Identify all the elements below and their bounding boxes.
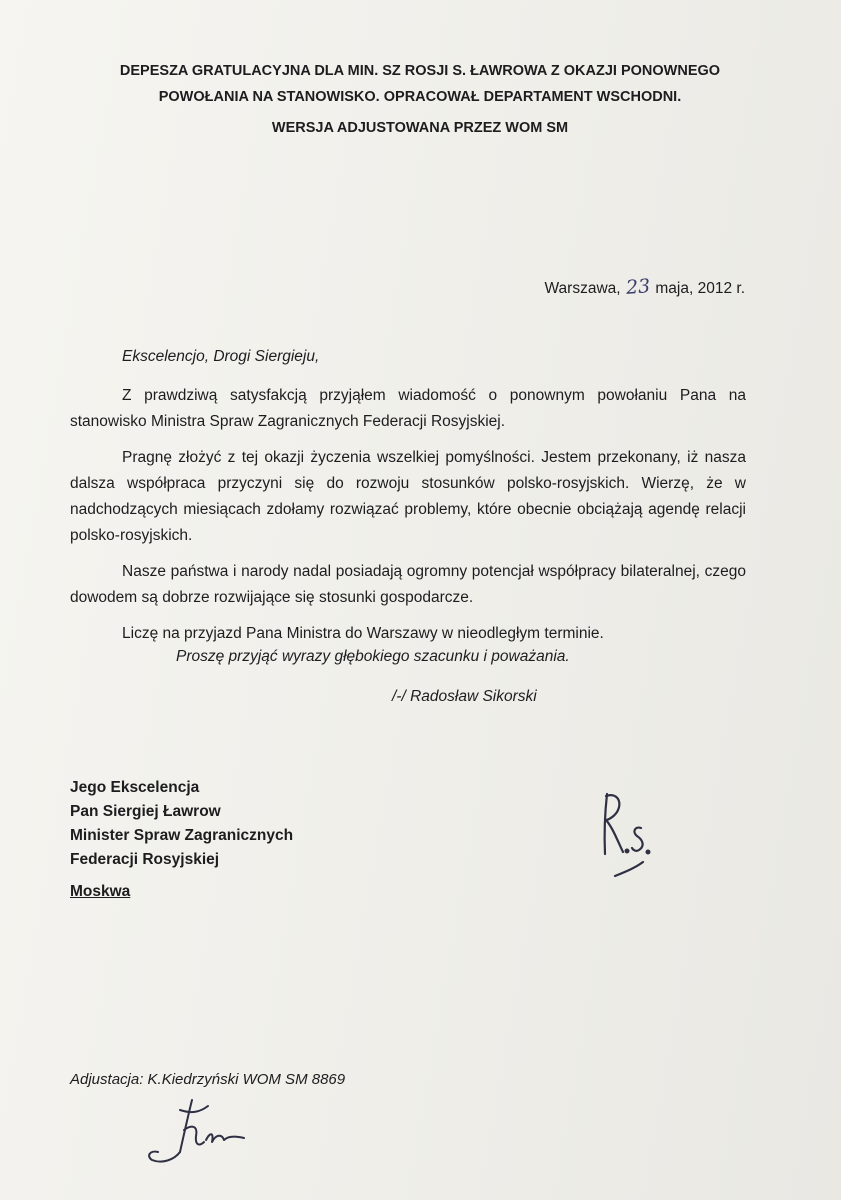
letter-body bbox=[70, 383, 746, 657]
signature-line: /-/ Radosław Sikorski bbox=[392, 688, 537, 705]
paragraph: Nasze państwa i narody nadal posiadają ogromny potencjał współpracy bilateralnej, czego dowodem są dobrze rozwijające się stosunki gospodarcze. bbox=[70, 563, 746, 606]
addressee-line: Federacji Rosyjskiej bbox=[70, 851, 220, 868]
adjuster-signature bbox=[140, 1090, 260, 1170]
dateline-prefix: Warszawa, bbox=[544, 280, 621, 297]
addressee-line: Minister Spraw Zagranicznych bbox=[70, 827, 294, 844]
addressee-block bbox=[70, 776, 293, 904]
adjustment-note: Adjustacja: K.Kiedrzyński WOM SM 8869 bbox=[70, 1071, 346, 1088]
addressee-line: Jego Ekscelencja bbox=[70, 779, 200, 796]
handwritten-day: 23 bbox=[625, 275, 651, 299]
header-line-1: DEPESZA GRATULACYJNA DLA MIN. SZ ROSJI S. ŁAWROWA Z OKAZJI PONOWNEGO bbox=[119, 63, 721, 79]
closing-line: Proszę przyjąć wyrazy głębokiego szacunku i poważania. bbox=[176, 648, 570, 665]
header-line-2: POWOŁANIA NA STANOWISKO. OPRACOWAŁ DEPARTAMENT WSCHODNI. bbox=[158, 89, 682, 105]
paragraph: Z prawdziwą satysfakcją przyjąłem wiadomość o ponownym powołaniu Pana na stanowisko Ministra Spraw Zagranicznych Federacji Rosyjskiej. bbox=[70, 387, 746, 430]
paragraph: Pragnę złożyć z tej okazji życzenia wszelkiej pomyślności. Jestem przekonany, iż nasza dalsza współpraca przyczyni się do rozwoju stosunków polsko-rosyjskich. Wierzę, że w nadchodzących miesiącach zdołamy rozwiązać problemy, które obecnie obciążają agendę relacji polsko-rosyjskich. bbox=[70, 449, 746, 544]
addressee-line: Pan Siergiej Ławrow bbox=[70, 803, 221, 820]
salutation: Ekscelencjo, Drogi Siergieju, bbox=[122, 348, 320, 365]
document-header bbox=[70, 58, 770, 110]
addressee-city: Moskwa bbox=[70, 883, 131, 900]
version-subheader: WERSJA ADJUSTOWANA PRZEZ WOM SM bbox=[271, 120, 569, 136]
paragraph: Liczę na przyjazd Pana Ministra do Warszawy w nieodległym terminie. bbox=[122, 625, 604, 642]
dateline bbox=[545, 276, 746, 298]
dateline-suffix: maja, 2012 r. bbox=[655, 280, 745, 297]
handwritten-initials-signature bbox=[593, 788, 663, 884]
